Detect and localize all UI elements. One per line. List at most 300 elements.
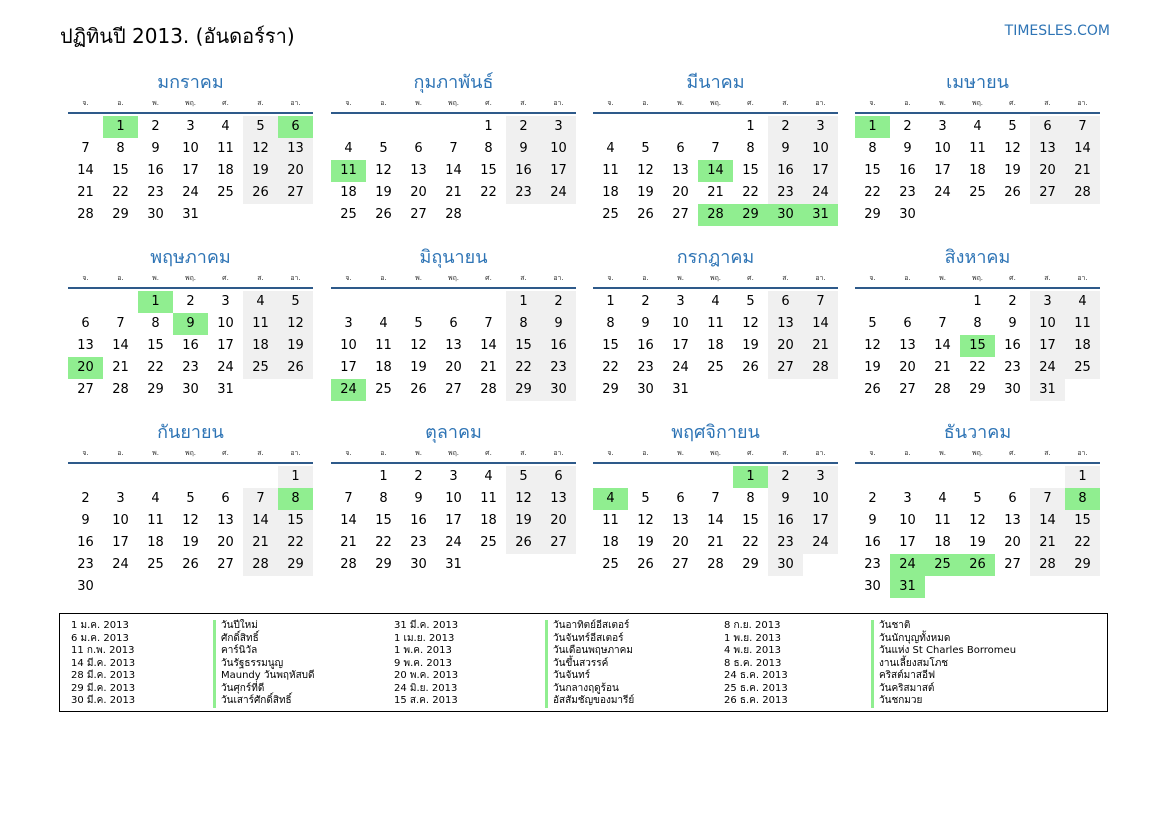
- day-cell: 24: [672, 360, 689, 375]
- day-cell: 24: [803, 532, 838, 554]
- day-cell: 25: [602, 557, 619, 572]
- legend-holiday-name: วันปีใหม่: [213, 620, 315, 633]
- weekday-header: [855, 446, 1100, 464]
- day-grid: [593, 289, 838, 401]
- empty-cell: [331, 466, 366, 488]
- day-cell: 10: [803, 138, 838, 160]
- day-cell: 23: [506, 182, 541, 204]
- day-cell: 26: [375, 207, 392, 222]
- day-cell: 1: [506, 291, 541, 313]
- day-cell: 25: [602, 207, 619, 222]
- day-cell: 7: [938, 316, 947, 331]
- day-cell: 19: [410, 360, 427, 375]
- day-cell: 22: [969, 360, 986, 375]
- empty-cell: [68, 291, 103, 313]
- day-cell: 7: [81, 141, 90, 156]
- month-calendar: [331, 247, 576, 401]
- day-cell: 31: [217, 382, 234, 397]
- day-cell: 30: [77, 579, 94, 594]
- month-calendar: [331, 72, 576, 226]
- day-cell: 4: [938, 491, 947, 506]
- day-cell: 14: [934, 338, 951, 353]
- day-cell: 24: [803, 182, 838, 204]
- day-cell: 9: [1008, 316, 1017, 331]
- day-cell: 16: [899, 163, 916, 178]
- day-cell: 9: [81, 513, 90, 528]
- legend-holiday-name: วันขึ้นสวรรค์: [545, 658, 634, 671]
- day-cell: 15: [602, 338, 619, 353]
- day-cell: 6: [278, 116, 313, 138]
- day-cell: 1: [855, 116, 890, 138]
- day-grid: [68, 464, 313, 598]
- legend-date-column: [724, 620, 788, 708]
- empty-cell: [436, 291, 471, 313]
- day-cell: 18: [217, 163, 234, 178]
- day-cell: 11: [147, 513, 164, 528]
- day-cell: 13: [768, 313, 803, 335]
- day-cell: 4: [151, 491, 160, 506]
- day-cell: 15: [742, 513, 759, 528]
- weekday-header: [855, 96, 1100, 114]
- weekday-label: อา.: [815, 274, 826, 282]
- day-cell: 17: [934, 163, 951, 178]
- empty-cell: [401, 116, 436, 138]
- day-cell: 31: [1030, 379, 1065, 401]
- legend-date: 24 มิ.ย. 2013: [394, 682, 458, 694]
- weekday-label: จ.: [82, 274, 89, 282]
- weekday-label: ส.: [520, 99, 527, 107]
- weekday-label: พ.: [677, 274, 684, 282]
- day-grid: [855, 464, 1100, 598]
- month-name: มิถุนายน: [419, 247, 488, 268]
- empty-cell: [1030, 466, 1065, 488]
- day-cell: 30: [182, 382, 199, 397]
- legend-holiday-name: วันเสาร์ศักดิ์สิทธิ์: [213, 695, 315, 708]
- day-cell: 14: [1030, 510, 1065, 532]
- empty-cell: [628, 116, 663, 138]
- legend-holiday-name: วันจันทร์อีสเตอร์: [545, 633, 634, 646]
- month-calendar: [855, 72, 1100, 226]
- empty-cell: [243, 466, 278, 488]
- day-cell: 24: [541, 182, 576, 204]
- month-calendar: [855, 422, 1100, 598]
- day-cell: 24: [934, 185, 951, 200]
- legend-holiday-name: Maundy วันพฤหัสบดี: [213, 670, 315, 683]
- weekday-label: อา.: [553, 99, 564, 107]
- weekday-label: ส.: [520, 449, 527, 457]
- weekday-label: ส.: [257, 274, 264, 282]
- day-cell: 6: [676, 491, 685, 506]
- day-cell: 14: [1065, 138, 1100, 160]
- day-cell: 9: [868, 513, 877, 528]
- day-cell: 21: [340, 535, 357, 550]
- empty-cell: [471, 291, 506, 313]
- day-cell: 3: [938, 119, 947, 134]
- day-cell: 26: [637, 207, 654, 222]
- weekday-label: พฤ.: [971, 99, 984, 107]
- day-grid: [68, 114, 313, 226]
- weekday-label: พ.: [415, 274, 422, 282]
- weekday-label: ศ.: [1009, 274, 1016, 282]
- day-cell: 5: [641, 491, 650, 506]
- empty-cell: [890, 466, 925, 488]
- day-cell: 20: [217, 535, 234, 550]
- day-cell: 11: [602, 163, 619, 178]
- month-calendar: [68, 72, 313, 226]
- day-cell: 15: [742, 163, 759, 178]
- weekday-header: [68, 271, 313, 289]
- weekday-label: อ.: [904, 449, 911, 457]
- day-cell: 7: [484, 316, 493, 331]
- day-cell: 15: [1065, 510, 1100, 532]
- empty-cell: [855, 291, 890, 313]
- day-cell: 28: [803, 357, 838, 379]
- day-cell: 30: [899, 207, 916, 222]
- day-cell: 16: [768, 510, 803, 532]
- day-cell: 27: [1030, 182, 1065, 204]
- weekday-label: จ.: [345, 99, 352, 107]
- weekday-label: ศ.: [222, 449, 229, 457]
- day-cell: 2: [414, 469, 423, 484]
- day-cell: 23: [77, 557, 94, 572]
- day-cell: 2: [81, 491, 90, 506]
- day-cell: 20: [445, 360, 462, 375]
- day-cell: 31: [672, 382, 689, 397]
- legend-holiday-name: วันอาทิตย์อีสเตอร์: [545, 620, 634, 633]
- day-cell: 7: [803, 291, 838, 313]
- empty-cell: [593, 466, 628, 488]
- weekday-label: ศ.: [485, 274, 492, 282]
- empty-cell: [925, 291, 960, 313]
- weekday-label: อา.: [553, 449, 564, 457]
- day-cell: 5: [186, 491, 195, 506]
- day-cell: 18: [480, 513, 497, 528]
- day-cell: 22: [112, 185, 129, 200]
- day-cell: 28: [77, 207, 94, 222]
- day-cell: 9: [151, 141, 160, 156]
- day-cell: 9: [173, 313, 208, 335]
- day-cell: 26: [182, 557, 199, 572]
- day-cell: 3: [186, 119, 195, 134]
- weekday-label: อ.: [380, 449, 387, 457]
- day-cell: 28: [707, 557, 724, 572]
- empty-cell: [663, 466, 698, 488]
- day-cell: 12: [742, 316, 759, 331]
- month-calendar: [593, 247, 838, 401]
- weekday-label: จ.: [82, 449, 89, 457]
- day-cell: 25: [375, 382, 392, 397]
- month-calendar: [593, 72, 838, 226]
- weekday-label: ศ.: [1009, 99, 1016, 107]
- legend-date: 25 ธ.ค. 2013: [724, 682, 788, 694]
- day-cell: 23: [410, 535, 427, 550]
- day-cell: 5: [278, 291, 313, 313]
- day-cell: 6: [903, 316, 912, 331]
- day-cell: 25: [925, 554, 960, 576]
- site-link[interactable]: TIMESLES.COM: [1004, 23, 1110, 39]
- legend-date-column: [71, 620, 135, 708]
- day-cell: 17: [112, 535, 129, 550]
- day-cell: 23: [864, 557, 881, 572]
- day-cell: 20: [278, 160, 313, 182]
- weekday-label: ส.: [520, 274, 527, 282]
- day-cell: 30: [637, 382, 654, 397]
- weekday-label: อ.: [380, 274, 387, 282]
- day-cell: 10: [1030, 313, 1065, 335]
- day-cell: 25: [147, 557, 164, 572]
- day-cell: 7: [711, 491, 720, 506]
- day-cell: 12: [375, 163, 392, 178]
- day-cell: 2: [506, 116, 541, 138]
- legend-holiday-name: คริสต์มาสอีฟ: [871, 670, 1016, 683]
- weekday-label: พ.: [152, 99, 159, 107]
- day-cell: 27: [672, 557, 689, 572]
- holiday-legend: [59, 613, 1108, 712]
- day-cell: 8: [746, 141, 755, 156]
- day-cell: 28: [1065, 182, 1100, 204]
- day-cell: 9: [768, 488, 803, 510]
- month-calendar: [68, 422, 313, 598]
- day-cell: 17: [803, 160, 838, 182]
- weekday-label: พฤ.: [447, 99, 460, 107]
- day-cell: 4: [243, 291, 278, 313]
- day-cell: 9: [768, 138, 803, 160]
- day-cell: 3: [221, 294, 230, 309]
- day-cell: 8: [973, 316, 982, 331]
- day-cell: 1: [973, 294, 982, 309]
- day-cell: 10: [217, 316, 234, 331]
- weekday-label: พฤ.: [709, 449, 722, 457]
- day-cell: 12: [182, 513, 199, 528]
- day-cell: 25: [217, 185, 234, 200]
- day-cell: 3: [541, 116, 576, 138]
- month-name: สิงหาคม: [944, 247, 1011, 268]
- day-cell: 31: [803, 204, 838, 226]
- day-cell: 19: [506, 510, 541, 532]
- weekday-label: อา.: [290, 449, 301, 457]
- day-cell: 3: [344, 316, 353, 331]
- day-cell: 24: [182, 185, 199, 200]
- day-cell: 19: [278, 335, 313, 357]
- day-cell: 5: [973, 491, 982, 506]
- day-cell: 14: [698, 160, 733, 182]
- month-name: พฤษภาคม: [150, 247, 231, 268]
- legend-date: 26 ธ.ค. 2013: [724, 695, 788, 706]
- day-cell: 29: [147, 382, 164, 397]
- day-cell: 20: [410, 185, 427, 200]
- weekday-label: ศ.: [747, 274, 754, 282]
- day-cell: 6: [81, 316, 90, 331]
- day-cell: 23: [768, 182, 803, 204]
- day-cell: 21: [480, 360, 497, 375]
- legend-date: 29 มี.ค. 2013: [71, 682, 136, 694]
- weekday-label: พ.: [152, 449, 159, 457]
- day-grid: [331, 464, 576, 576]
- day-cell: 19: [742, 338, 759, 353]
- day-cell: 31: [182, 207, 199, 222]
- weekday-label: ส.: [257, 99, 264, 107]
- day-cell: 4: [1065, 291, 1100, 313]
- day-cell: 1: [606, 294, 615, 309]
- day-cell: 4: [973, 119, 982, 134]
- day-cell: 4: [484, 469, 493, 484]
- legend-date: 1 พ.ย. 2013: [724, 632, 781, 644]
- day-cell: 29: [733, 204, 768, 226]
- day-cell: 17: [541, 160, 576, 182]
- day-cell: 17: [445, 513, 462, 528]
- day-cell: 1: [484, 119, 493, 134]
- day-cell: 5: [379, 141, 388, 156]
- day-cell: 27: [77, 382, 94, 397]
- weekday-label: ส.: [782, 449, 789, 457]
- weekday-label: อ.: [642, 274, 649, 282]
- day-cell: 19: [1004, 163, 1021, 178]
- day-cell: 20: [68, 357, 103, 379]
- day-cell: 7: [1030, 488, 1065, 510]
- legend-holiday-name: วันรัฐธรรมนูญ: [213, 658, 315, 671]
- weekday-header: [331, 271, 576, 289]
- day-cell: 2: [151, 119, 160, 134]
- day-cell: 27: [445, 382, 462, 397]
- day-cell: 6: [676, 141, 685, 156]
- month-name: พฤศจิกายน: [671, 422, 760, 443]
- legend-date: 30 มี.ค. 2013: [71, 695, 136, 706]
- day-cell: 1: [733, 466, 768, 488]
- day-cell: 22: [480, 185, 497, 200]
- day-cell: 19: [969, 535, 986, 550]
- legend-date: 28 มี.ค. 2013: [71, 670, 136, 681]
- day-cell: 29: [375, 557, 392, 572]
- empty-cell: [138, 466, 173, 488]
- day-cell: 29: [278, 554, 313, 576]
- day-cell: 30: [768, 204, 803, 226]
- day-cell: 13: [1004, 513, 1021, 528]
- day-cell: 6: [541, 466, 576, 488]
- day-cell: 17: [899, 535, 916, 550]
- day-cell: 21: [1065, 160, 1100, 182]
- day-cell: 1: [1065, 466, 1100, 488]
- day-cell: 27: [768, 357, 803, 379]
- day-cell: 24: [112, 557, 129, 572]
- legend-holiday-name: วันชกมวย: [871, 695, 1016, 708]
- day-cell: 3: [116, 491, 125, 506]
- weekday-label: อา.: [815, 99, 826, 107]
- day-cell: 20: [768, 335, 803, 357]
- day-cell: 6: [1008, 491, 1017, 506]
- day-cell: 21: [803, 335, 838, 357]
- day-cell: 6: [221, 491, 230, 506]
- month-calendar: [331, 422, 576, 576]
- legend-holiday-name: วันชาติ: [871, 620, 1016, 633]
- day-cell: 16: [637, 338, 654, 353]
- day-cell: 29: [506, 379, 541, 401]
- day-cell: 22: [147, 360, 164, 375]
- day-cell: 7: [116, 316, 125, 331]
- day-cell: 8: [746, 491, 755, 506]
- day-cell: 2: [641, 294, 650, 309]
- weekday-header: [593, 96, 838, 114]
- day-cell: 27: [1004, 557, 1021, 572]
- day-cell: 6: [768, 291, 803, 313]
- legend-date: 1 เม.ย. 2013: [394, 632, 455, 644]
- day-cell: 25: [340, 207, 357, 222]
- day-grid: [855, 289, 1100, 401]
- day-cell: 5: [414, 316, 423, 331]
- day-cell: 3: [1030, 291, 1065, 313]
- weekday-label: อา.: [553, 274, 564, 282]
- day-cell: 13: [217, 513, 234, 528]
- day-cell: 27: [217, 557, 234, 572]
- day-cell: 4: [379, 316, 388, 331]
- weekday-label: จ.: [345, 274, 352, 282]
- empty-cell: [68, 116, 103, 138]
- day-cell: 1: [278, 466, 313, 488]
- day-cell: 15: [506, 335, 541, 357]
- day-cell: 23: [147, 185, 164, 200]
- day-cell: 9: [541, 313, 576, 335]
- weekday-label: พฤ.: [971, 274, 984, 282]
- day-cell: 11: [707, 316, 724, 331]
- day-cell: 13: [899, 338, 916, 353]
- day-cell: 31: [445, 557, 462, 572]
- legend-name-column: [871, 620, 1016, 708]
- day-cell: 21: [707, 185, 724, 200]
- legend-holiday-name: วันกลางฤดูร้อน: [545, 683, 634, 696]
- legend-date: 1 พ.ค. 2013: [394, 645, 452, 656]
- day-cell: 14: [77, 163, 94, 178]
- day-cell: 7: [711, 141, 720, 156]
- day-cell: 18: [934, 535, 951, 550]
- day-cell: 19: [243, 160, 278, 182]
- day-cell: 26: [742, 360, 759, 375]
- legend-holiday-name: วันแห่ง St Charles Borromeu: [871, 645, 1016, 658]
- weekday-header: [68, 96, 313, 114]
- day-cell: 28: [445, 207, 462, 222]
- month-name: ธันวาคม: [943, 422, 1012, 443]
- legend-holiday-name: คาร์นิวัล: [213, 645, 315, 658]
- weekday-label: จ.: [607, 99, 614, 107]
- day-cell: 14: [803, 313, 838, 335]
- empty-cell: [698, 466, 733, 488]
- weekday-label: อ.: [904, 274, 911, 282]
- day-cell: 10: [112, 513, 129, 528]
- day-cell: 11: [375, 338, 392, 353]
- day-cell: 24: [1030, 357, 1065, 379]
- day-cell: 22: [742, 185, 759, 200]
- weekday-label: พฤ.: [184, 99, 197, 107]
- day-cell: 4: [606, 141, 615, 156]
- day-cell: 23: [541, 357, 576, 379]
- day-cell: 25: [707, 360, 724, 375]
- day-cell: 23: [768, 532, 803, 554]
- day-cell: 3: [803, 466, 838, 488]
- day-cell: 26: [864, 382, 881, 397]
- day-cell: 19: [375, 185, 392, 200]
- weekday-label: อา.: [1077, 274, 1088, 282]
- day-cell: 15: [480, 163, 497, 178]
- weekday-label: ส.: [1044, 99, 1051, 107]
- day-cell: 1: [138, 291, 173, 313]
- day-cell: 5: [506, 466, 541, 488]
- weekday-label: ศ.: [1009, 449, 1016, 457]
- day-cell: 16: [410, 513, 427, 528]
- day-cell: 26: [243, 182, 278, 204]
- day-cell: 23: [182, 360, 199, 375]
- weekday-label: อ.: [117, 274, 124, 282]
- day-cell: 30: [768, 554, 803, 576]
- day-cell: 8: [606, 316, 615, 331]
- empty-cell: [960, 466, 995, 488]
